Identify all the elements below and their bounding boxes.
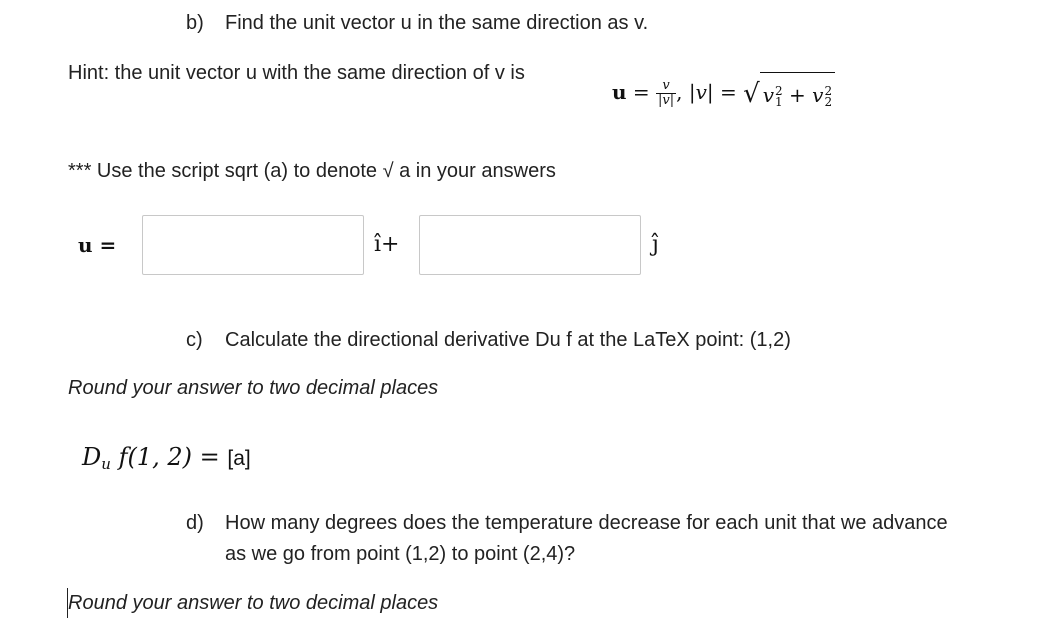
part-d-question-line1: How many degrees does the temperature decrease for each unit that we advance <box>225 512 948 534</box>
expr-d: D <box>82 443 102 471</box>
answer-u-label <box>78 232 116 258</box>
unit-vector-formula <box>612 72 835 115</box>
part-c-round-note: Round your answer to two decimal places <box>68 377 439 399</box>
formula-frac-num: v <box>656 79 676 94</box>
i-hat-label: î+ <box>374 232 400 257</box>
sqrt-symbol: √ v 2 1 + v 2 2 <box>743 72 835 115</box>
formula-mag-eq: = <box>720 80 737 104</box>
hint-text: Hint: the unit vector u with the same direction of v is <box>68 62 525 84</box>
part-b-label: b) <box>186 12 204 34</box>
part-b-question: Find the unit vector u in the same direction as v. <box>225 12 649 34</box>
part-c-label: c) <box>186 329 203 351</box>
formula-frac-den: |v| <box>658 93 675 108</box>
formula-eq: = <box>632 80 650 104</box>
formula-u: u <box>612 80 627 104</box>
formula-fraction <box>656 79 676 108</box>
part-d-question-line2: as we go from point (1,2) to point (2,4)? <box>225 543 576 565</box>
expr-eq: = <box>199 443 220 471</box>
answer-a-placeholder[interactable]: [a] <box>227 447 251 470</box>
v2-sup: 2 <box>824 83 833 98</box>
sqrt-radicand <box>760 72 835 115</box>
v1-sub: 1 <box>775 94 783 109</box>
answer-i-component-input[interactable] <box>142 215 364 275</box>
answer-j-component-input[interactable] <box>419 215 641 275</box>
radicand-plus: + <box>789 83 806 107</box>
formula-magnitude: |v| <box>688 80 714 104</box>
part-d-label: d) <box>186 512 204 534</box>
formula-sep: , <box>676 80 683 104</box>
part-d-round-note: Round your answer to two decimal places <box>68 592 439 614</box>
directional-derivative-expression <box>82 440 251 481</box>
part-c-question: Calculate the directional derivative Du f at the LaTeX point: (1,2) <box>225 329 791 351</box>
answer-u-text: u = <box>78 233 117 257</box>
sqrt-note: *** Use the script sqrt (a) to denote √ a in your answers <box>68 160 556 182</box>
v2-sub: 2 <box>824 94 833 109</box>
j-hat-label: ĵ <box>652 232 659 257</box>
radicand-v1: v <box>762 83 775 107</box>
expr-f-of-point: f(1, 2) <box>118 443 192 471</box>
v1-sup: 2 <box>775 83 783 98</box>
expr-sub-u: u <box>101 455 111 473</box>
radicand-v2: v <box>812 83 824 107</box>
